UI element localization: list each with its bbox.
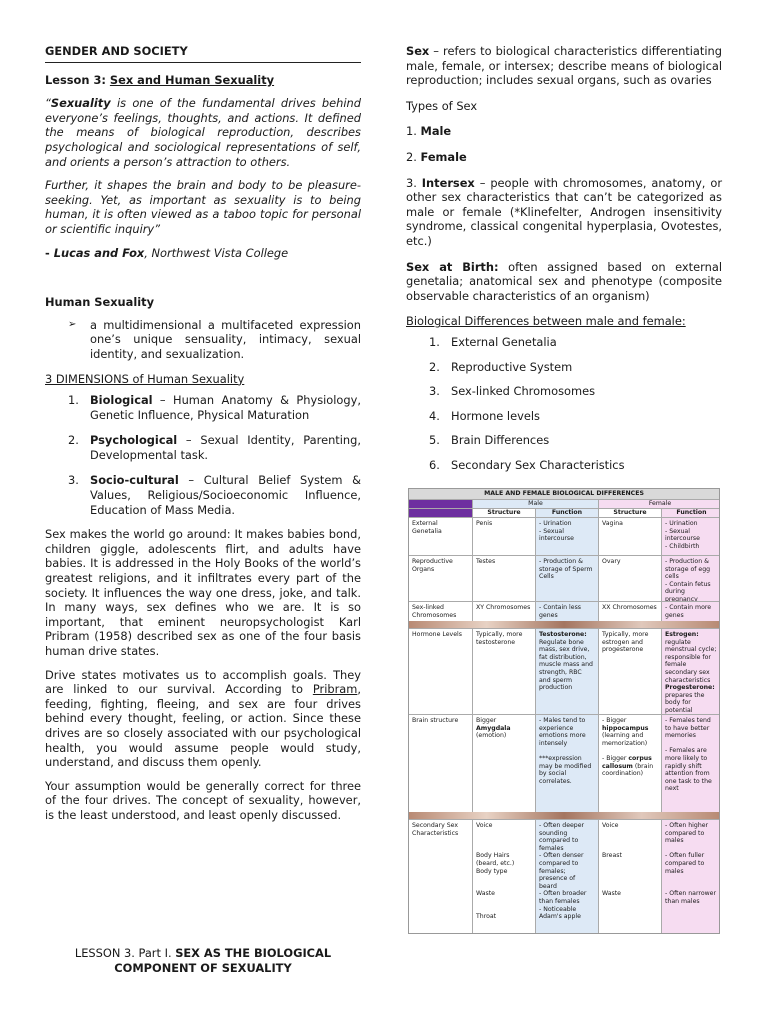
cell-text: (learning and memorization) xyxy=(602,732,648,747)
bio-differences-list xyxy=(406,335,722,473)
list-text: Sex-linked Chromosomes xyxy=(451,384,596,399)
sex-at-birth xyxy=(406,260,722,304)
hormone-term: Testosterone: xyxy=(539,631,587,638)
author-name: Lucas and Fox xyxy=(53,245,145,260)
table-cell: Vagina xyxy=(598,518,661,555)
paragraph-drive-states xyxy=(45,668,361,770)
dimension-desc: – Sexual Identity, Parenting, Developmental task. xyxy=(90,433,361,462)
table-cell: Typically, more testosterone xyxy=(472,629,535,714)
table-cell: - Production & storage of Sperm Cells xyxy=(535,556,598,601)
list-text: Secondary Sex Characteristics xyxy=(451,457,625,472)
footer-prefix: LESSON 3. Part I. xyxy=(74,946,176,960)
page-footer xyxy=(45,946,361,975)
dimension-term: Socio-cultural xyxy=(90,473,179,488)
dimension-term: Psychological xyxy=(90,433,178,448)
table-cell: XY Chromosomes xyxy=(472,602,535,621)
table-row xyxy=(409,714,719,812)
author-affiliation: , Northwest Vista College xyxy=(144,245,289,260)
left-column xyxy=(45,44,361,823)
list-item xyxy=(68,433,361,462)
table-title: MALE AND FEMALE BIOLOGICAL DIFFERENCES xyxy=(409,489,719,499)
type-label: Intersex xyxy=(421,175,475,190)
type-number: 2. xyxy=(406,149,421,164)
course-header: GENDER AND SOCIETY xyxy=(45,44,361,63)
table-cell: - Urination - Sexual intercourse - Childbirth xyxy=(661,518,720,555)
table-cell xyxy=(472,715,535,812)
type-label: Male xyxy=(420,124,452,139)
cell-text: - Bigger xyxy=(602,754,629,762)
table-row xyxy=(409,628,719,714)
biological-differences-table xyxy=(408,488,720,934)
lesson-title xyxy=(45,73,361,88)
hormone-desc: regulate menstrual cycle; responsible for female secondary sex characteristics xyxy=(665,638,717,684)
right-column xyxy=(406,44,722,472)
table-cell: - Production & storage of egg cells - Contain fetus during pregnancy xyxy=(661,556,720,601)
list-item xyxy=(429,408,722,424)
male-header: Male xyxy=(472,500,598,508)
lesson-prefix: Lesson 3: xyxy=(45,72,110,87)
dimension-term: Biological xyxy=(90,393,153,408)
cell-text: (brain coordination) xyxy=(602,762,654,778)
table-corner xyxy=(409,509,472,517)
quote-term: Sexuality xyxy=(50,96,111,111)
table-cell: - Males tend to experience emotions more intensely ***expression may be modified by social correlates. xyxy=(535,715,598,812)
quote-text: is one of the fundamental drives behind everyone’s feelings, thoughts, and actions. It defined the means of biological reproduction, describes psychological and sociological representations of self, and orients a person’s attraction to others. xyxy=(45,96,361,169)
paragraph-assumption: Your assumption would be generally correct for three of the four drives. The concept of sexuality, however, is the least understood, and least openly discussed. xyxy=(45,778,361,822)
table-separator xyxy=(409,621,719,628)
row-label: External Genetalia xyxy=(412,520,442,535)
column-header: Function xyxy=(535,509,598,517)
type-female xyxy=(406,150,722,165)
hormone-term: Progesterone: xyxy=(665,684,715,692)
row-label: Reproductive Organs xyxy=(412,558,453,573)
table-cell: Penis xyxy=(472,518,535,555)
cell-text: (emotion) xyxy=(476,732,507,740)
list-number: 2. xyxy=(68,433,79,448)
row-label: Hormone Levels xyxy=(412,631,462,638)
list-text: External Genetalia xyxy=(451,334,557,349)
human-sexuality-title: Human Sexuality xyxy=(45,295,155,310)
hormone-desc: prepares the body for potential xyxy=(665,691,705,714)
cell-term: hippocampus xyxy=(602,724,649,732)
dimensions-title: 3 DIMENSIONS of Human Sexuality xyxy=(45,371,245,386)
list-item xyxy=(68,393,361,422)
pribram-link[interactable]: Pribram xyxy=(312,682,358,697)
human-sexuality-list xyxy=(45,318,361,362)
type-number: 3. xyxy=(406,175,422,190)
quote-author xyxy=(45,246,361,261)
sex-def: – refers to biological characteristics differentiating male, female, or intersex; describe means of biological reproduction; includes sexual organs, such as ovaries xyxy=(406,44,722,88)
list-number: 1. xyxy=(429,334,440,349)
list-item: ➢ a multidimensional a multifaceted expression one’s unique sensuality, intimacy, sexual identity, and sexualization. xyxy=(90,318,361,362)
table-cell: - Often higher compared to males - Often fuller compared to males - Often narrower than males xyxy=(661,820,720,934)
table-cell: Testes xyxy=(472,556,535,601)
lesson-title-text: Sex and Human Sexuality xyxy=(109,72,275,87)
table-header-row xyxy=(409,499,719,508)
table-cell: - Contain more genes xyxy=(661,602,720,621)
table-cell: XX Chromosomes xyxy=(598,602,661,621)
row-label: Brain structure xyxy=(412,717,459,724)
cell-term: corpus callosum xyxy=(602,754,652,770)
author-dash: - xyxy=(45,245,54,260)
birth-def: often assigned based on external genetalia; anatomical sex and phenotype (composite observable characteristics of an organism) xyxy=(406,259,722,303)
list-item xyxy=(429,359,722,375)
footer-title: SEX AS THE BIOLOGICAL COMPONENT OF SEXUALITY xyxy=(114,946,332,975)
table-corner xyxy=(409,500,472,508)
table-cell xyxy=(661,629,720,714)
list-number: 5. xyxy=(429,433,440,448)
type-desc: – people with chromosomes, anatomy, or other sex characteristics that can’t be categorized as male or female (*Klinefelter, Androgen insensitivity syndrome, classical congenital hyperplasia, Ovotestes, etc.) xyxy=(406,175,722,248)
list-number: 2. xyxy=(429,359,440,374)
para-text: , feeding, fighting, fleeing, and sex are four drives behind every thought, feeling, or action. Since these drives are so closely associated with our psychological health, you would assume people would study, understand, and discuss them openly. xyxy=(45,682,361,770)
female-header: Female xyxy=(598,500,720,508)
table-cell: - Females tend to have better memories - Females are more likely to rapidly shift attention from one task to the next xyxy=(661,715,720,812)
table-cell: Voice Breast Waste xyxy=(598,820,661,934)
list-number: 3. xyxy=(429,384,440,399)
table-cell: Voice Body Hairs (beard, etc.) Body type Waste Throat xyxy=(472,820,535,934)
type-number: 1. xyxy=(406,124,421,139)
table-cell: - Often deeper sounding compared to females - Often denser compared to females; presence of beard - Often broader than females - Noticeable Adam's apple xyxy=(535,820,598,934)
list-item xyxy=(429,433,722,448)
table-subheader-row xyxy=(409,508,719,517)
hormone-desc: Regulate bone mass, sex drive, fat distribution, muscle mass and strength, RBC and sperm production xyxy=(539,638,593,692)
table-cell xyxy=(598,715,661,812)
column-header: Function xyxy=(661,509,720,517)
table-row xyxy=(409,555,719,601)
cell-text: Bigger xyxy=(476,717,497,724)
table-cell: - Contain less genes xyxy=(535,602,598,621)
sex-term: Sex xyxy=(406,44,430,58)
quote-paragraph-2: Further, it shapes the brain and body to be pleasure-seeking. Yet, as important as sexuality is to being human, it is often viewed as a taboo topic for personal or scientific inquiry” xyxy=(45,178,361,236)
hormone-term: Estrogen: xyxy=(665,631,699,638)
dimension-desc: – Cultural Belief System & Values, Religious/Socioeconomic Influence, Education of Mass Media. xyxy=(90,473,361,517)
bio-differences-title: Biological Differences between male and female: xyxy=(406,314,686,329)
list-number: 4. xyxy=(429,408,440,423)
list-text: Hormone levels xyxy=(451,408,540,423)
list-number: 6. xyxy=(429,457,440,472)
type-male xyxy=(406,124,722,139)
dimension-desc: – Human Anatomy & Physiology, Genetic Influence, Physical Maturation xyxy=(90,393,361,422)
table-cell: Ovary xyxy=(598,556,661,601)
paragraph-sex-world: Sex makes the world go around: It makes babies bond, children giggle, adolescents flirt, and adults have babies. It is addressed in the Holy Books of the world’s greatest religions, and it infiltrates every part of the society. It influences the way one dress, joke, and talk. In many ways, sex defines who we are. It is so important, that eminent neuropsychologist Karl Pribram (1958) described sex as one of the four basis human drive states. xyxy=(45,527,361,658)
list-item xyxy=(68,473,361,517)
row-label: Sex-linked Chromosomes xyxy=(412,604,457,619)
table-cell: Typically, more estrogen and progesterone xyxy=(598,629,661,714)
type-label: Female xyxy=(420,149,467,164)
cell-text: - Bigger xyxy=(602,717,627,724)
type-intersex xyxy=(406,176,722,249)
table-cell xyxy=(535,629,598,714)
sex-definition xyxy=(406,44,722,88)
dimensions-list xyxy=(45,393,361,517)
table-row xyxy=(409,601,719,621)
open-quote: “ xyxy=(45,96,51,111)
table-cell: - Urination - Sexual intercourse xyxy=(535,518,598,555)
list-text: Brain Differences xyxy=(451,433,550,448)
list-item xyxy=(429,384,722,399)
table-separator xyxy=(409,812,719,819)
table-row xyxy=(409,819,719,934)
cell-term: Amygdala xyxy=(476,724,511,732)
para-text: Drive states motivates us to accomplish goals. They are linked to our survival. According to xyxy=(45,667,361,697)
column-header: Structure xyxy=(598,509,661,517)
quote-paragraph-1 xyxy=(45,96,361,169)
list-number: 1. xyxy=(68,393,79,408)
birth-term: Sex at Birth: xyxy=(406,259,499,274)
list-item xyxy=(429,334,722,350)
types-title: Types of Sex xyxy=(406,98,478,113)
row-label: Secondary Sex Characteristics xyxy=(412,822,459,837)
column-header: Structure xyxy=(472,509,535,517)
list-text: Reproductive System xyxy=(451,359,573,374)
list-number: 3. xyxy=(68,473,79,488)
table-row xyxy=(409,517,719,555)
list-item xyxy=(429,457,722,473)
